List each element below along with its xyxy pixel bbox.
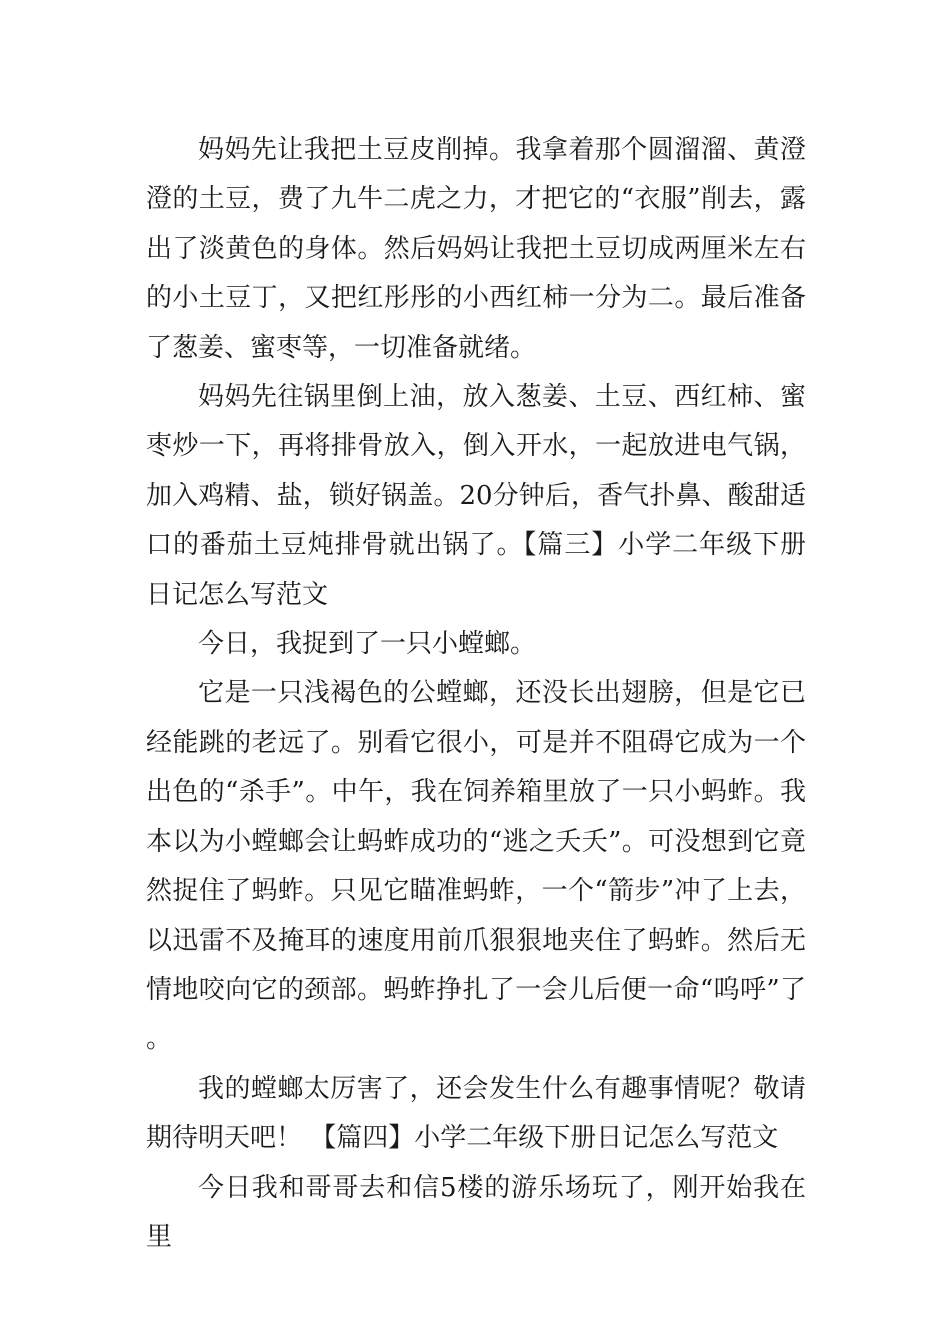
paragraph-cooking-steps: 妈妈先往锅里倒上油，放入葱姜、土豆、西红柿、蜜枣炒一下，再将排骨放入，倒入开水，一起放进电气锅，加入鸡精、盐，锁好锅盖。20分钟后，香气扑鼻、酸甜适口的番茄土豆炖排骨就出锅了。【篇三】小学二年级下册日记怎么写范文 <box>146 382 806 610</box>
paragraph-playground: 今日我和哥哥去和信5楼的游乐场玩了，刚开始我在里 <box>146 1172 806 1252</box>
paragraph-mantis-hunt: 它是一只浅褐色的公螳螂，还没长出翅膀，但是它已经能跳的老远了。别看它很小，可是并不阻碍它成为一个出色的“杀手”。中午，我在饲养箱里放了一只小蚂蚱。我本以为小螳螂会让蚂蚱成功的“逃之夭夭”。可没想到它竟然捉住了蚂蚱。只见它瞄准蚂蚱，一个“箭步”冲了上去，以迅雷不及掩耳的速度用前爪狠狠地夹住了蚂蚱。然后无情地咬向它的颈部。蚂蚱挣扎了一会儿后便一命“呜呼”了。 <box>146 678 806 1055</box>
paragraph-caught-mantis: 今日，我捉到了一只小螳螂。 <box>198 629 537 660</box>
paragraph-mantis-conclusion: 我的螳螂太厉害了，还会发生什么有趣事情呢？敬请期待明天吧！ 【篇四】小学二年级下册日记怎么写范文 <box>146 1073 806 1154</box>
document-page <box>146 126 806 1262</box>
paragraph-cooking-prep: 妈妈先让我把土豆皮削掉。我拿着那个圆溜溜、黄澄澄的土豆，费了九牛二虎之力，才把它的“衣服”削去，露出了淡黄色的身体。然后妈妈让我把土豆切成两厘米左右的小土豆丁，又把红彤彤的小西红柿一分为二。最后准备了葱姜、蜜枣等，一切准备就绪。 <box>146 135 806 363</box>
